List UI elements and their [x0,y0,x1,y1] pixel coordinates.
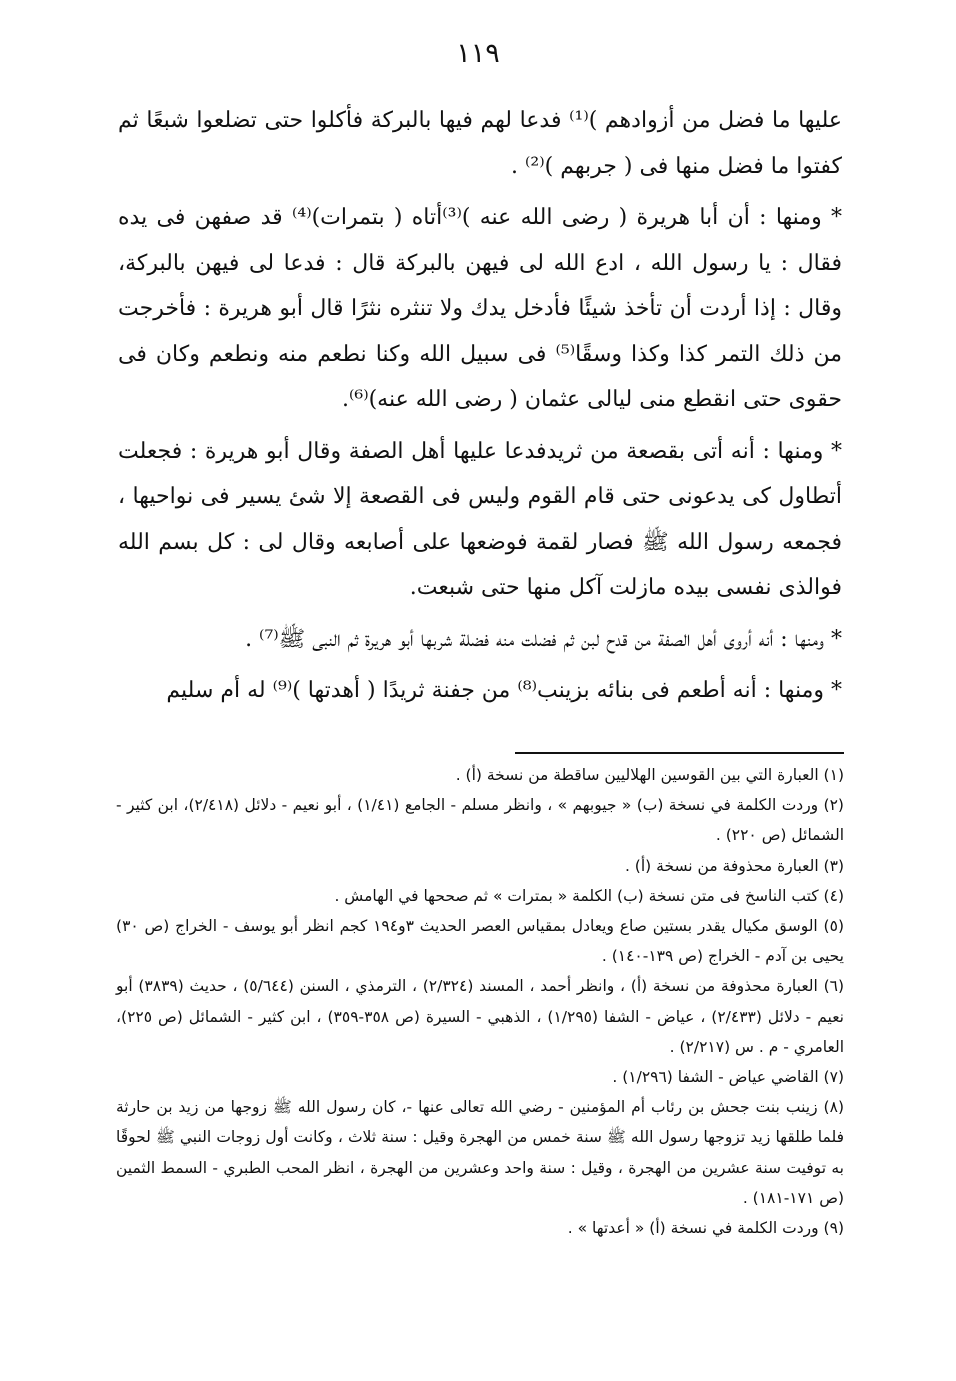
footnote: (٧) القاضي عياض - الشفا (١/٢٩٦) . [612,1068,844,1087]
paragraph: * ومنها : أنه أروى أهل الصفة من قدح لبن ثم فضلت منه فضلة شربها أبو هريرة ثم النبى ﷺ⁽⁷⁾ . [245,626,842,652]
footnote: (٤) كتب الناسخ فى متن نسخة (ب) الكلمة « بمترات » ثم صححها في الهامش . [334,886,844,905]
main-text [118,98,842,716]
footnote: (٨) زينب بنت جحش بن رئاب أم المؤمنين - رضي الله تعالى عنها -، كان رسول الله ﷺ زوجها من زيد بن حارثة فلما طلقها زيد تزوجها رسول الله ﷺ سنة خمس من الهجرة وقيل : سنة ثلاث ، وكانت أول زوجات النبي ﷺ لحوقًا به توفيت سنة عشرين من الهجرة ، وقيل : سنة واحد وعشرين من الهجرة ، انظر المحب الطبري - السمط الثمين (ص ١٧١-١٨١) . [116,1098,844,1207]
paragraph: * ومنها : أن أبا هريرة ( رضى الله عنه )⁽³⁾أتاه ( بتمرات)⁽⁴⁾ قد صفهن فى يده فقال : يا رسول الله ، ادع الله لى فيهن بالبركة قال : فدعا لى فيهن بالبركة، وقال : إذا أردت أن تأخذ شيئًا فأدخل يدك ولا تنثره نثرًا قال أبو هريرة : فأخرجت من ذلك التمر كذا وكذا وسقًا⁽⁵⁾ فى سبيل الله وكنا نطعم منه ونطعم وكان فى حقوى حتى انقطع منى ليالى عثمان ( رضى الله عنه)⁽⁶⁾. [118,205,842,412]
footnotes [116,760,844,1243]
footnote-separator [515,752,844,754]
footnote: (٣) العبارة محذوفة من نسخة (أ) . [624,856,844,875]
footnote: (٩) وردت الكلمة في نسخة (أ) « أعدتها » . [567,1219,844,1238]
paragraph: * ومنها : أنه أطعم فى بنائه بزينب⁽⁸⁾ من جفنة ثريدًا ( أهدتها )⁽⁹⁾ له أم سليم [166,678,842,703]
footnote: (٥) الوسق مكيال يقدر بستين صاع ويعادل بمقياس العصر الحديث ٣و١٩٤ كجم انظر أبو يوسف - الخراج (ص ٣٠) يحيى بن آدم - الخراج (ص ١٣٩-١٤٠) . [116,917,844,966]
paragraph: * ومنها : أنه أتى بقصعة من ثريدفدعا عليها أهل الصفة وقال أبو هريرة : فجعلت أتطاول كى يدعونى حتى قام القوم وليس فى القصعة إلا شئ يسير فى نواحيها ، فجمعه رسول الله ﷺ فصار لقمة فوضعها على أصابعه وقال لى : كل بسم الله فوالذى نفسى بيده مازلت آكل منها حتى شبعت. [118,438,842,600]
footnote: (١) العبارة التي بين القوسين الهلاليين ساقطة من نسخة (أ) . [455,766,844,784]
paragraph: عليها ما فضل من أزوادهم )⁽¹⁾ فدعا لهم فيها بالبركة فأكلوا حتى تضلعوا شبعًا ثم كفتوا ما فضل منها فى ( جربهم )⁽²⁾ . [118,108,842,179]
footnote: (٢) وردت الكلمة في نسخة (ب) « جيوبهم » ، وانظر مسلم - الجامع (١/٤١) ، أبو نعيم - دلائل (٢/٤١٨)، ابن كثير - الشمائل (ص ٢٢٠) . [116,796,844,845]
footnote: (٦) العبارة محذوفة من نسخة (أ) ، وانظر أحمد ، المسند (٢/٣٢٤) ، الترمذي ، السنن (٥/٦٤٤) ، حديث (٣٨٣٩) أبو نعيم - دلائل (٢/٤٣٣) ، عياض - الشفا (١/٢٩٥) ، الذهبي - السيرة (ص ٣٥٨-٣٥٩) ، ابن كثير - الشمائل (ص ٢٢٥)، العامري - م . س (٢/٢١٧) . [116,977,845,1056]
page-number: ١١٩ [456,38,500,69]
